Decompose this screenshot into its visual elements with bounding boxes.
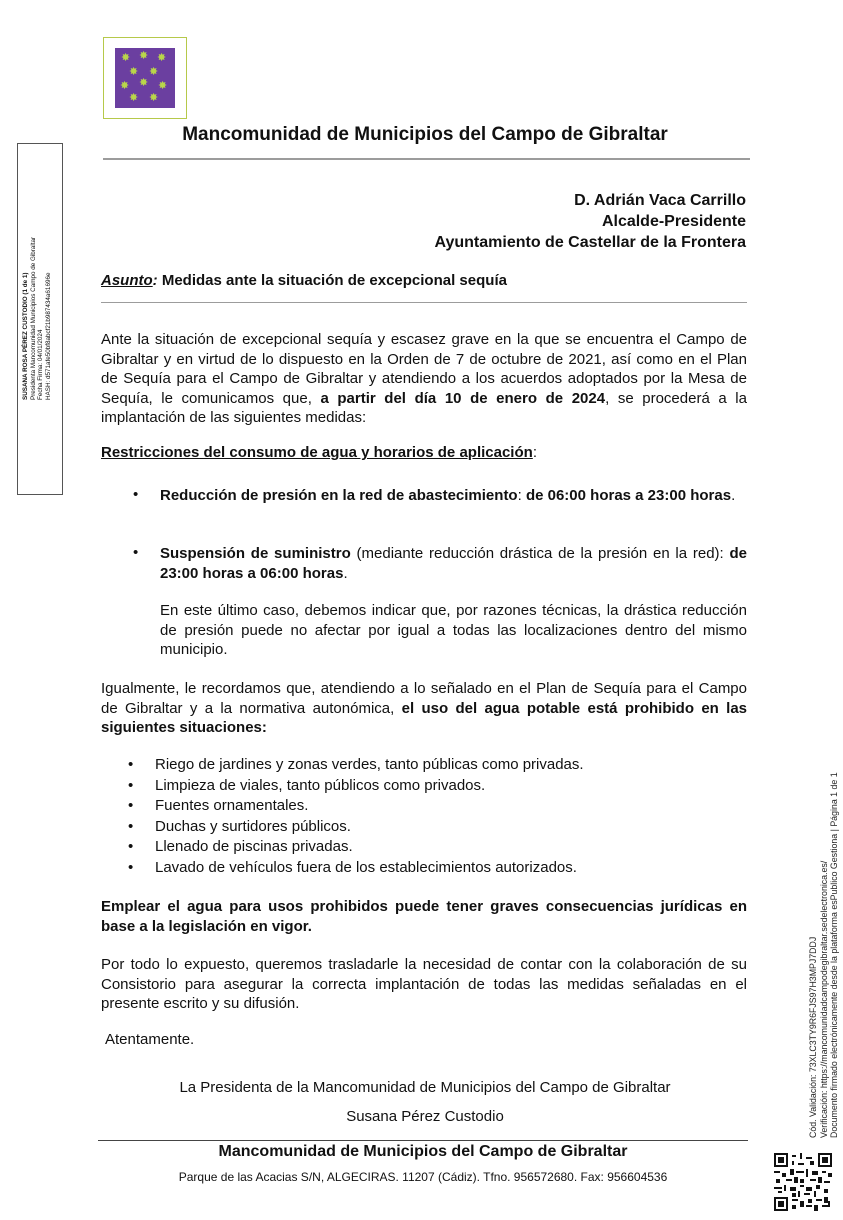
list-item-text: Riego de jardines y zonas verdes, tanto públicas como privadas. (155, 756, 584, 773)
bullet-icon: • (128, 797, 134, 814)
star-icon: ✸ (149, 66, 159, 78)
verification-note: Documento firmado electrónicamente desde la plataforma esPublico Gestiona | Página 1 de 1 (829, 772, 839, 1138)
prohibited-paragraph (101, 679, 747, 738)
star-icon: ✸ (121, 52, 131, 64)
restriction-hours: de 06:00 horas a 23:00 horas (525, 487, 732, 504)
list-item-text: Fuentes ornamentales. (155, 797, 309, 814)
recipient-name: D. Adrián Vaca Carrillo (574, 192, 746, 209)
recipient-institution: Ayuntamiento de Castellar de la Frontera (434, 234, 746, 251)
restriction-detail: (mediante reducción drástica de la presión en la red): (350, 545, 730, 562)
star-icon: ✸ (139, 50, 149, 62)
restrictions-heading-text: Restricciones del consumo de agua y horarios de aplicación (101, 444, 533, 461)
stamp-signer: SUSANA ROSA PÉREZ CUSTODIO (1 de 1) (22, 272, 29, 400)
stamp-hash: HASH: d571afe50bf8abcf21b987434a61696e (44, 272, 52, 400)
restriction-end: . (731, 487, 736, 504)
logo (103, 37, 187, 119)
star-icon: ✸ (129, 66, 139, 78)
list-item (100, 858, 584, 879)
footer-divider (98, 1140, 748, 1141)
intro-text: Ante la situación de excepcional sequía y escasez grave en la que se encuentra el Campo de Gibraltar y en virtud de lo dispuesto en la Orden de 7 de octubre de 2021, así como en el Plan de Sequía para el Campo de Gibraltar y atendiendo a los acuerdos adoptados por la Mesa de Sequía, le comunicamos que, (101, 331, 747, 407)
stamp-position: Presidenta Mancomunidad Municipios Campo de Gibraltar (29, 236, 37, 400)
qr-code-icon (774, 1153, 832, 1211)
restrictions-heading (101, 444, 537, 461)
warning-paragraph: Emplear el agua para usos prohibidos puede tener graves consecuencias jurídicas en base a la legislación en vigor. (101, 898, 747, 935)
restriction-hours: de 23:00 horas a 06:00 horas (160, 545, 748, 582)
stamp-date: Fecha Firma: 04/01/2024 (37, 329, 44, 400)
subject-divider (101, 302, 747, 303)
signature-name: Susana Pérez Custodio (346, 1108, 504, 1125)
intro-date: a partir del día 10 de enero de 2024 (320, 389, 606, 407)
restriction-title: Reducción de presión en la red de abastecimiento (160, 487, 518, 504)
restriction-title: Suspensión de suministro (160, 545, 351, 562)
bullet-icon: • (128, 817, 134, 835)
list-item (100, 755, 584, 776)
restriction-item-pressure (160, 486, 747, 506)
header-divider (103, 158, 750, 160)
intro-paragraph (101, 330, 747, 428)
restriction-item-suspension (160, 544, 747, 583)
footer-title: Mancomunidad de Municipios del Campo de Gibraltar (218, 1143, 628, 1160)
org-title: Mancomunidad de Municipios del Campo de Gibraltar (182, 124, 668, 145)
recipient-role: Alcalde-Presidente (601, 213, 746, 230)
restrictions-heading-suffix: : (532, 444, 537, 461)
restriction-note: En este último caso, debemos indicar que, por razones técnicas, la drástica reducción de presión puede no afectar por igual a todas las localizaciones dentro del mismo municipio. (160, 602, 747, 658)
closing-paragraph: Por todo lo expuesto, queremos trasladarle la necesidad de contar con la colaboración de su Consistorio para asegurar la correcta implantación de todas las medidas señaladas en el presente escrito y su difusión. (101, 956, 747, 1012)
subject-colon: : (152, 272, 158, 289)
list-item-text: Limpieza de viales, tanto públicos como privados. (155, 776, 486, 794)
list-item (100, 837, 584, 858)
recipient-block (300, 190, 746, 253)
list-item-text: Lavado de vehículos fuera de los establecimientos autorizados. (155, 858, 577, 876)
star-icon: ✸ (139, 77, 149, 89)
prohibited-list (100, 755, 584, 878)
list-item (100, 817, 584, 838)
prohibited-text: Igualmente, le recordamos que, atendiendo a lo señalado en el Plan de Sequía para el Campo de Gibraltar y a la normativa autonómica, (101, 680, 747, 717)
list-item-text: Llenado de piscinas privadas. (155, 838, 353, 855)
prohibited-bold: el uso del agua potable está prohibido en las siguientes situaciones: (101, 699, 748, 736)
star-icon: ✸ (120, 80, 130, 92)
subject-text: Medidas ante la situación de excepcional sequía (157, 272, 507, 289)
bullet-icon: • (128, 858, 134, 876)
signature-role: La Presidenta de la Mancomunidad de Municipios del Campo de Gibraltar (179, 1079, 671, 1096)
subject-line (101, 272, 507, 289)
bullet-icon: • (133, 486, 139, 503)
star-icon: ✸ (149, 92, 159, 104)
list-item (100, 776, 584, 797)
restriction-sep: : (517, 487, 526, 504)
bullet-icon: • (128, 776, 134, 794)
star-icon: ✸ (157, 52, 167, 64)
intro-text-end: , se procederá a la implantación de las siguientes medidas: (101, 389, 747, 426)
subject-label: Asunto (101, 272, 153, 289)
verification-code: Cód. Validación: 73XLC3TY9R6FJS97H3MPJ7DDJ (808, 936, 818, 1138)
bullet-icon: • (128, 756, 134, 773)
verification-block (808, 772, 840, 1138)
star-icon: ✸ (129, 92, 139, 104)
list-item (100, 796, 584, 817)
verification-url: Verificación: https://mancomunidadcampodegibraltar.sedelectronica.es/ (818, 860, 829, 1138)
restriction-end: . (343, 564, 348, 582)
bullet-icon: • (133, 544, 139, 561)
regards: Atentamente. (105, 1031, 195, 1048)
footer-address: Parque de las Acacias S/N, ALGECIRAS. 11207 (Cádiz). Tfno. 956572680. Fax: 956604536 (178, 1170, 668, 1184)
list-item-text: Duchas y surtidores públicos. (155, 817, 351, 835)
star-icon: ✸ (158, 80, 168, 92)
bullet-icon: • (128, 838, 134, 855)
logo-emblem (115, 48, 175, 108)
signature-stamp (22, 237, 52, 400)
